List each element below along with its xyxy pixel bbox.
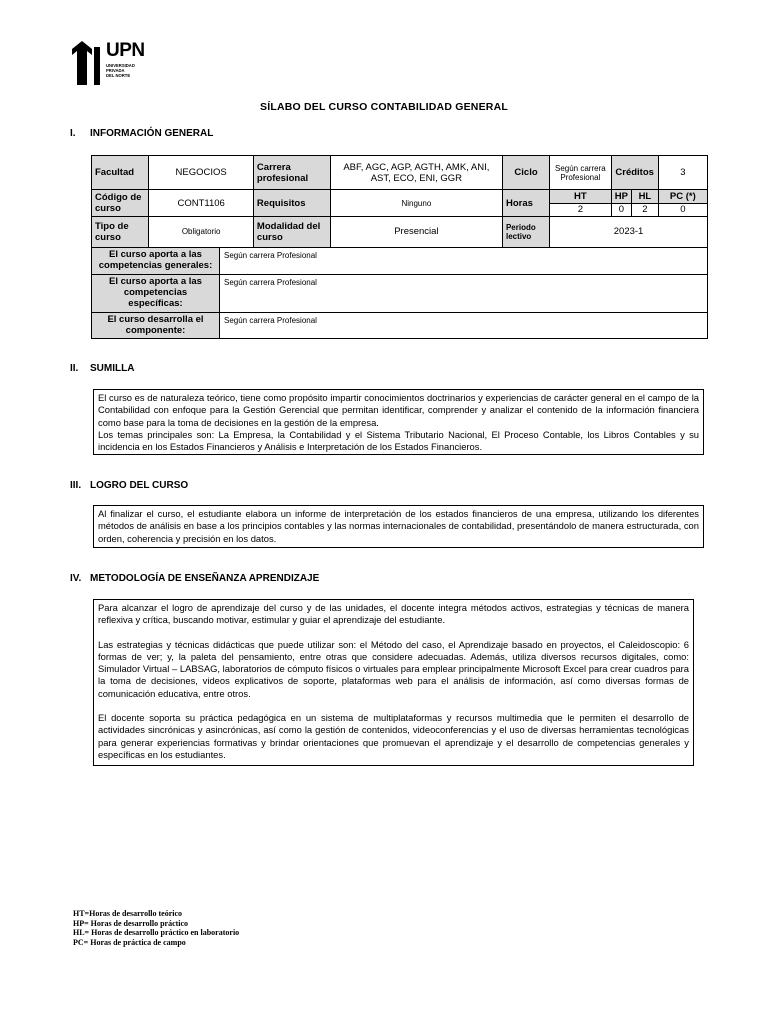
section-heading-info <box>70 128 213 139</box>
hl-value: 2 <box>632 203 659 216</box>
creditos-value: 3 <box>658 156 707 190</box>
carrera-value: ABF, AGC, AGP, AGTH, AMK, ANI, AST, ECO, ENI, GGR <box>330 156 502 190</box>
footnotes <box>73 909 239 947</box>
footnote: HP= Horas de desarrollo práctico <box>73 918 189 928</box>
metodologia-paragraph: El docente soporta su práctica pedagógica en un sistema de multiplataformas y recursos multimedia que le permiten el desarrollo de actividades sincrónicas y asincrónicas, así como la gestión de contenidos, videoconferencias y el uso de diversas herramientas tecnológicas para generar experiencias formativas y brindar orientaciones que promuevan el aprendizaje y el desarrollo de competencias generales y específicas en los estudiantes. <box>98 712 689 760</box>
section-number: III. <box>70 480 82 491</box>
facultad-label: Facultad <box>92 156 149 190</box>
section-number: II. <box>70 363 79 374</box>
logo-sub-line: DEL NORTE <box>106 73 131 78</box>
section-number: IV. <box>70 573 82 584</box>
competencia-label: El curso desarrolla el componente: <box>92 313 220 339</box>
requisitos-value: Ninguno <box>330 190 502 217</box>
footnote: HL= Horas de desarrollo práctico en laboratorio <box>73 928 240 937</box>
upn-logo-mark-icon <box>70 41 104 85</box>
hp-value: 0 <box>611 203 631 216</box>
logo-brand: UPN <box>106 40 145 61</box>
hp-label: HP <box>611 190 631 203</box>
periodo-label: Periodo lectivo <box>502 216 549 247</box>
section-title: INFORMACIÓN GENERAL <box>90 128 214 139</box>
horas-label: Horas <box>502 190 549 217</box>
logro-box <box>93 505 704 548</box>
codigo-value: CONT1106 <box>149 190 254 217</box>
requisitos-label: Requisitos <box>253 190 330 217</box>
sumilla-box <box>93 389 704 455</box>
ht-label: HT <box>550 190 611 203</box>
pc-label: PC (*) <box>658 190 707 203</box>
sumilla-paragraph: El curso es de naturaleza teórico, tiene como propósito impartir conocimientos doctrinarios y experiencias de carácter general en el campo de la Contabilidad con enfoque para la Gestión Gerencial que permitan identificar, comprender y analizar el contenido de la información financiera como base para la toma de decisiones en la gestión de la empresa. <box>98 392 699 428</box>
pc-value: 0 <box>658 203 707 216</box>
upn-logo <box>70 41 145 86</box>
modalidad-label: Modalidad del curso <box>253 216 330 247</box>
section-heading-metodologia <box>70 573 319 584</box>
sumilla-paragraph: Los temas principales son: La Empresa, la Contabilidad y el Sistema Tributario Nacional, El Proceso Contable, los Libros Contables y su incidencia en los Estados Financieros y Análisis e Interpretación de los Estados Financieros. <box>98 428 699 453</box>
creditos-label: Créditos <box>611 156 658 190</box>
footnote: PC= Horas de práctica de campo <box>73 937 186 947</box>
section-title: METODOLOGÍA DE ENSEÑANZA APRENDIZAJE <box>90 573 320 584</box>
metodologia-paragraph: Las estrategias y técnicas didácticas que puede utilizar son: el Método del caso, el Aprendizaje basado en proyectos, el Caleidoscopio: 6 formas de ver; y, la paleta del pensamiento, entre otras que considere adecuadas. Además, utiliza diversos recursos digitales, como: Simulador Virtual – LABSAG, laboratorios de cómputo físicos o virtuales para emplear principalmente Microsoft Excel para crear cuadros para la toma de decisiones, videos explicativos de soporte, plataformas web para el análisis de información, así como diversas formas de comunicación educativa, entre otros. <box>98 638 689 699</box>
facultad-value: NEGOCIOS <box>149 156 254 190</box>
ht-value: 2 <box>550 203 611 216</box>
logo-sub-line: PRIVADA <box>106 68 125 73</box>
ciclo-label: Ciclo <box>502 156 549 190</box>
metodologia-paragraph: Para alcanzar el logro de aprendizaje del curso y de las unidades, el docente integra métodos activos, estrategias y técnicas de manera reflexiva y crítica, buscando motivar, estimular y guiar el aprendizaje del estudiante. <box>98 602 689 626</box>
section-title: SUMILLA <box>90 363 135 374</box>
metodologia-box <box>93 599 694 766</box>
footnote: HT=Horas de desarrollo teórico <box>73 909 183 918</box>
hl-label: HL <box>632 190 659 203</box>
competencia-label: El curso aporta a las competencias específicas: <box>92 275 220 313</box>
competencia-value: Según carrera Profesional <box>220 313 708 339</box>
document-title: SÍLABO DEL CURSO CONTABILIDAD GENERAL <box>260 101 508 113</box>
modalidad-value: Presencial <box>330 216 502 247</box>
codigo-label: Código de curso <box>92 190 149 217</box>
competencia-label: El curso aporta a las competencias generales: <box>92 248 220 275</box>
logro-paragraph: Al finalizar el curso, el estudiante elabora un informe de interpretación de los estados financieros de una empresa, utilizando los diferentes métodos de análisis en base a los principios contables y las normas internacionales de contabilidad, presentándolo de manera estructurada, con orden, coherencia y precisión en los datos. <box>98 508 699 544</box>
periodo-value: 2023-1 <box>550 216 708 247</box>
logo-sub-line: UNIVERSIDAD <box>106 63 135 68</box>
tipo-label: Tipo de curso <box>92 216 149 247</box>
competencias-table <box>91 247 708 339</box>
competencia-value: Según carrera Profesional <box>220 275 708 313</box>
section-number: I. <box>70 128 76 139</box>
tipo-value: Obligatorio <box>149 216 254 247</box>
section-heading-logro <box>70 480 188 491</box>
competencia-value: Según carrera Profesional <box>220 248 708 275</box>
ciclo-value: Según carrera Profesional <box>550 156 611 190</box>
carrera-label: Carrera profesional <box>253 156 330 190</box>
general-info-table <box>91 155 708 248</box>
section-heading-sumilla <box>70 363 134 374</box>
section-title: LOGRO DEL CURSO <box>90 480 189 491</box>
